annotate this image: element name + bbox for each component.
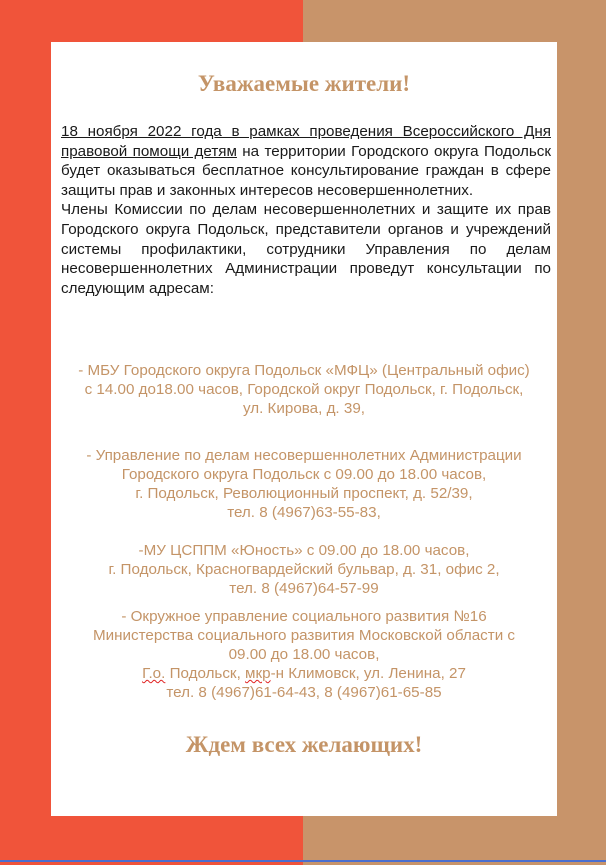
intro-text — [61, 122, 551, 298]
announcement-page — [51, 42, 557, 816]
address-line: -МУ ЦСППМ «Юность» с 09.00 до 18.00 часов, — [138, 542, 470, 559]
address-phone: тел. 8 (4967)61-64-43, 8 (4967)61-65-85 — [166, 684, 442, 701]
address-block-mfc — [51, 361, 557, 418]
address-block-administration — [51, 446, 557, 522]
closing-heading: Ждем всех желающих! — [185, 732, 423, 757]
address-phone: тел. 8 (4967)63-55-83, — [227, 504, 381, 521]
address-line: ул. Кирова, д. 39, — [243, 400, 365, 417]
address-line: - МБУ Городского округа Подольск «МФЦ» (Центральный офис) — [78, 362, 530, 379]
address-line: - Окружное управление социального развития №16 — [121, 608, 487, 625]
intro-paragraph-1 — [61, 122, 551, 200]
address-line: - Управление по делам несовершеннолетних Администрации — [86, 447, 522, 464]
address-line-klimovsk: Г.о. Подольск, мкр-н Климовск, ул. Ленина, 27 — [142, 665, 466, 682]
intro-paragraph-2: Члены Комиссии по делам несовершеннолетних и защите их прав Городского округа Подольск, представители органов и учреждений системы профилактики, сотрудники Управления по делам несовершеннолетних Администрации проведут консультации по следующим адресам: — [61, 201, 551, 297]
address-line: с 14.00 до18.00 часов, Городской округ Подольск, г. Подольск, — [84, 381, 524, 398]
address-block-social-development — [51, 607, 557, 702]
address-line: г. Подольск, Красногвардейский бульвар, д. 31, офис 2, — [108, 561, 500, 578]
address-block-yunost — [51, 541, 557, 598]
spellcheck-mark: мкр — [245, 665, 271, 682]
intro-rest: на территории Городского округа Подольск будет оказываться бесплатное консультирование граждан в сфере защиты прав и законных интересов несовершеннолетних. — [61, 142, 551, 199]
spellcheck-mark: Г.о. — [142, 665, 166, 682]
address-line: Городского округа Подольск с 09.00 до 18.00 часов, — [121, 466, 487, 483]
address-line: г. Подольск, Революционный проспект, д. 52/39, — [135, 485, 473, 502]
intro-date-event: 18 ноября 2022 года в рамках проведения Всероссийского Дня правовой помощи детям — [61, 123, 551, 160]
address-line: Министерства социального развития Московской области с — [92, 627, 516, 644]
page-title: Уважаемые жители! — [197, 71, 411, 96]
address-phone: тел. 8 (4967)64-57-99 — [229, 580, 379, 597]
address-line: 09.00 до 18.00 часов, — [228, 646, 380, 663]
bottom-divider — [0, 860, 606, 862]
